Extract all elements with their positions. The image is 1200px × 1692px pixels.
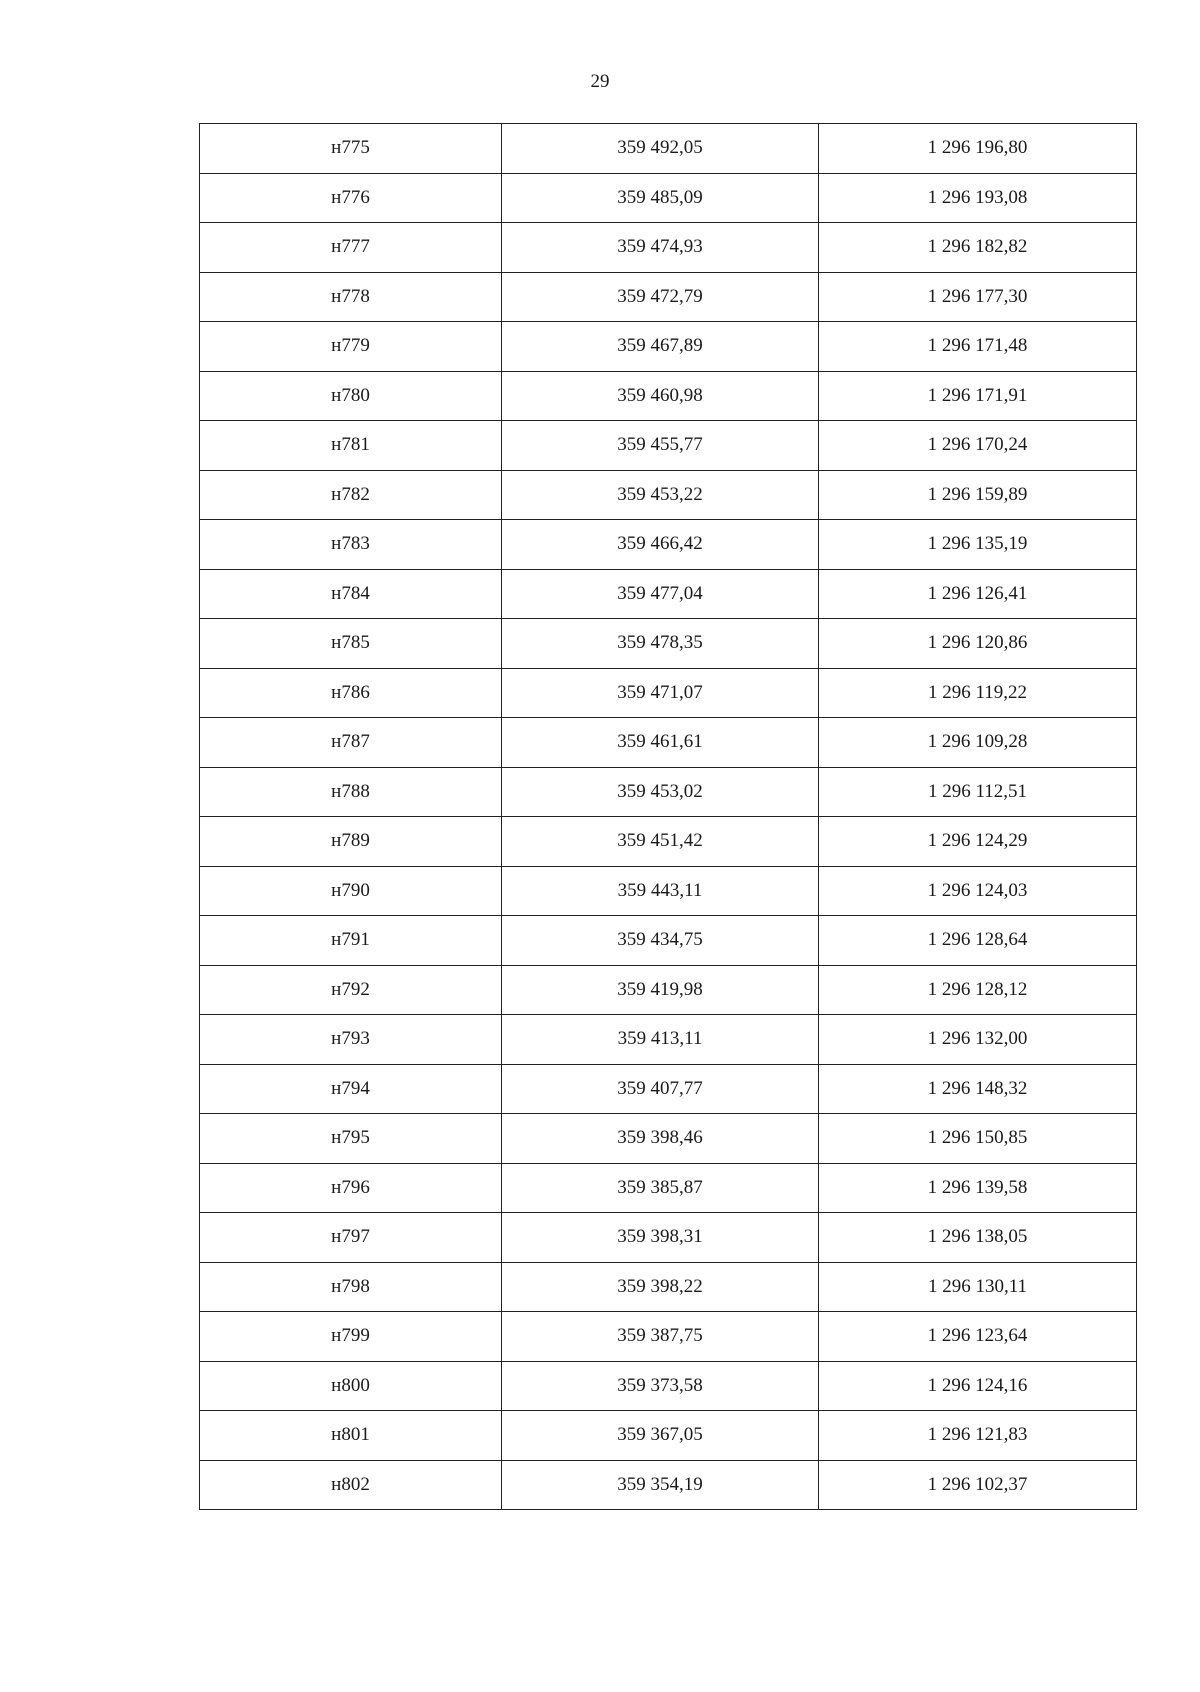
- y-coordinate-cell: 1 296 139,58: [819, 1163, 1137, 1213]
- table-row: [200, 916, 1137, 966]
- table-row: [200, 173, 1137, 223]
- y-coordinate-cell: 1 296 121,83: [819, 1411, 1137, 1461]
- x-coordinate-cell: 359 453,02: [502, 767, 819, 817]
- x-coordinate-cell: 359 461,61: [502, 718, 819, 768]
- x-coordinate-cell: 359 443,11: [502, 866, 819, 916]
- y-coordinate-cell: 1 296 196,80: [819, 124, 1137, 174]
- point-name-cell: н788: [200, 767, 502, 817]
- y-coordinate-cell: 1 296 159,89: [819, 470, 1137, 520]
- x-coordinate-cell: 359 407,77: [502, 1064, 819, 1114]
- x-coordinate-cell: 359 354,19: [502, 1460, 819, 1510]
- x-coordinate-cell: 359 398,22: [502, 1262, 819, 1312]
- table-row: [200, 223, 1137, 273]
- y-coordinate-cell: 1 296 132,00: [819, 1015, 1137, 1065]
- point-name-cell: н797: [200, 1213, 502, 1263]
- y-coordinate-cell: 1 296 177,30: [819, 272, 1137, 322]
- y-coordinate-cell: 1 296 135,19: [819, 520, 1137, 570]
- y-coordinate-cell: 1 296 128,64: [819, 916, 1137, 966]
- table-row: [200, 718, 1137, 768]
- table-row: [200, 1114, 1137, 1164]
- x-coordinate-cell: 359 373,58: [502, 1361, 819, 1411]
- point-name-cell: н792: [200, 965, 502, 1015]
- x-coordinate-cell: 359 455,77: [502, 421, 819, 471]
- y-coordinate-cell: 1 296 126,41: [819, 569, 1137, 619]
- x-coordinate-cell: 359 485,09: [502, 173, 819, 223]
- x-coordinate-cell: 359 492,05: [502, 124, 819, 174]
- table-row: [200, 322, 1137, 372]
- x-coordinate-cell: 359 474,93: [502, 223, 819, 273]
- x-coordinate-cell: 359 385,87: [502, 1163, 819, 1213]
- y-coordinate-cell: 1 296 138,05: [819, 1213, 1137, 1263]
- y-coordinate-cell: 1 296 124,03: [819, 866, 1137, 916]
- table-row: [200, 124, 1137, 174]
- x-coordinate-cell: 359 398,46: [502, 1114, 819, 1164]
- table-row: [200, 1460, 1137, 1510]
- x-coordinate-cell: 359 477,04: [502, 569, 819, 619]
- page-number: 29: [590, 71, 610, 92]
- point-name-cell: н784: [200, 569, 502, 619]
- y-coordinate-cell: 1 296 102,37: [819, 1460, 1137, 1510]
- point-name-cell: н799: [200, 1312, 502, 1362]
- y-coordinate-cell: 1 296 171,48: [819, 322, 1137, 372]
- table-row: [200, 371, 1137, 421]
- point-name-cell: н796: [200, 1163, 502, 1213]
- table-row: [200, 767, 1137, 817]
- x-coordinate-cell: 359 466,42: [502, 520, 819, 570]
- y-coordinate-cell: 1 296 119,22: [819, 668, 1137, 718]
- point-name-cell: н781: [200, 421, 502, 471]
- table-row: [200, 569, 1137, 619]
- x-coordinate-cell: 359 467,89: [502, 322, 819, 372]
- y-coordinate-cell: 1 296 150,85: [819, 1114, 1137, 1164]
- table-row: [200, 817, 1137, 867]
- point-name-cell: н801: [200, 1411, 502, 1461]
- point-name-cell: н798: [200, 1262, 502, 1312]
- table-row: [200, 520, 1137, 570]
- table-row: [200, 1312, 1137, 1362]
- y-coordinate-cell: 1 296 193,08: [819, 173, 1137, 223]
- x-coordinate-cell: 359 451,42: [502, 817, 819, 867]
- table-row: [200, 866, 1137, 916]
- point-name-cell: н795: [200, 1114, 502, 1164]
- x-coordinate-cell: 359 419,98: [502, 965, 819, 1015]
- coordinates-table: [199, 123, 1137, 1510]
- table-row: [200, 1411, 1137, 1461]
- y-coordinate-cell: 1 296 182,82: [819, 223, 1137, 273]
- point-name-cell: н793: [200, 1015, 502, 1065]
- x-coordinate-cell: 359 472,79: [502, 272, 819, 322]
- table-row: [200, 1064, 1137, 1114]
- point-name-cell: н775: [200, 124, 502, 174]
- point-name-cell: н800: [200, 1361, 502, 1411]
- y-coordinate-cell: 1 296 124,16: [819, 1361, 1137, 1411]
- point-name-cell: н782: [200, 470, 502, 520]
- point-name-cell: н787: [200, 718, 502, 768]
- table-row: [200, 619, 1137, 669]
- point-name-cell: н791: [200, 916, 502, 966]
- point-name-cell: н790: [200, 866, 502, 916]
- y-coordinate-cell: 1 296 123,64: [819, 1312, 1137, 1362]
- y-coordinate-cell: 1 296 124,29: [819, 817, 1137, 867]
- point-name-cell: н778: [200, 272, 502, 322]
- x-coordinate-cell: 359 367,05: [502, 1411, 819, 1461]
- x-coordinate-cell: 359 460,98: [502, 371, 819, 421]
- point-name-cell: н785: [200, 619, 502, 669]
- point-name-cell: н777: [200, 223, 502, 273]
- table-row: [200, 272, 1137, 322]
- y-coordinate-cell: 1 296 130,11: [819, 1262, 1137, 1312]
- point-name-cell: н780: [200, 371, 502, 421]
- coordinates-table-body: [200, 124, 1137, 1510]
- x-coordinate-cell: 359 413,11: [502, 1015, 819, 1065]
- table-row: [200, 1015, 1137, 1065]
- x-coordinate-cell: 359 398,31: [502, 1213, 819, 1263]
- x-coordinate-cell: 359 471,07: [502, 668, 819, 718]
- point-name-cell: н779: [200, 322, 502, 372]
- table-row: [200, 421, 1137, 471]
- table-row: [200, 1213, 1137, 1263]
- point-name-cell: н786: [200, 668, 502, 718]
- y-coordinate-cell: 1 296 148,32: [819, 1064, 1137, 1114]
- y-coordinate-cell: 1 296 171,91: [819, 371, 1137, 421]
- point-name-cell: н794: [200, 1064, 502, 1114]
- point-name-cell: н789: [200, 817, 502, 867]
- y-coordinate-cell: 1 296 109,28: [819, 718, 1137, 768]
- y-coordinate-cell: 1 296 170,24: [819, 421, 1137, 471]
- x-coordinate-cell: 359 387,75: [502, 1312, 819, 1362]
- y-coordinate-cell: 1 296 128,12: [819, 965, 1137, 1015]
- y-coordinate-cell: 1 296 120,86: [819, 619, 1137, 669]
- point-name-cell: н802: [200, 1460, 502, 1510]
- x-coordinate-cell: 359 434,75: [502, 916, 819, 966]
- table-row: [200, 470, 1137, 520]
- table-row: [200, 1163, 1137, 1213]
- table-row: [200, 1262, 1137, 1312]
- point-name-cell: н783: [200, 520, 502, 570]
- x-coordinate-cell: 359 478,35: [502, 619, 819, 669]
- table-row: [200, 965, 1137, 1015]
- y-coordinate-cell: 1 296 112,51: [819, 767, 1137, 817]
- table-row: [200, 668, 1137, 718]
- table-row: [200, 1361, 1137, 1411]
- x-coordinate-cell: 359 453,22: [502, 470, 819, 520]
- point-name-cell: н776: [200, 173, 502, 223]
